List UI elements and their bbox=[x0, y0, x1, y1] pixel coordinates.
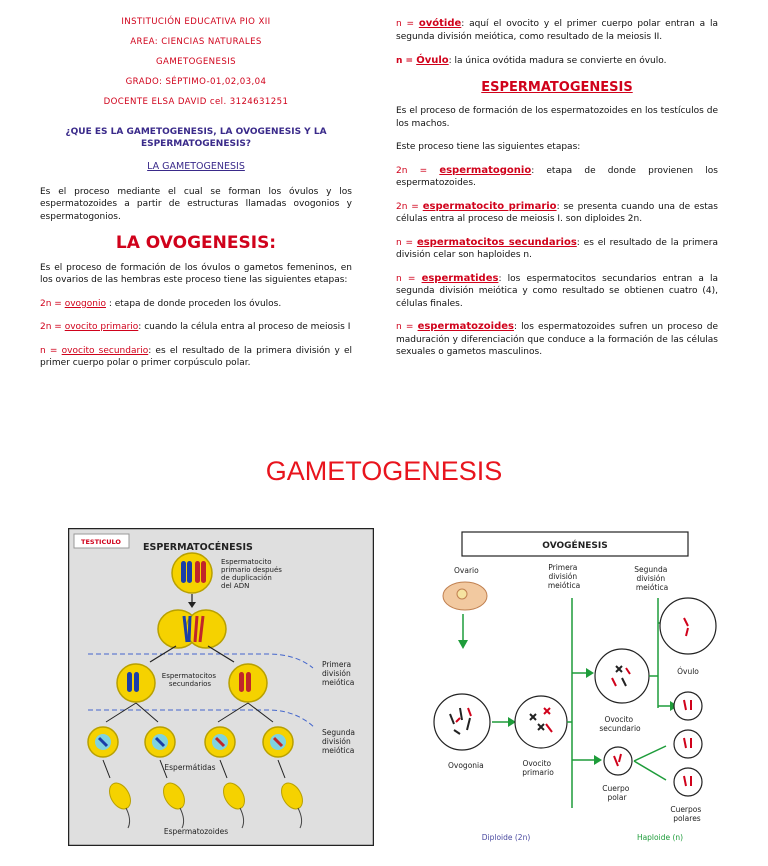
spermatids-label: Espermátidas bbox=[164, 763, 216, 772]
first-division-label: Primera división meiótica bbox=[322, 660, 355, 687]
chromosome-icon bbox=[201, 561, 206, 583]
haploid-label: Haploide (n) bbox=[636, 833, 684, 842]
second-division-label: Segunda división meiótica bbox=[634, 565, 669, 592]
main-title: GAMETOGENESIS bbox=[265, 456, 503, 486]
sperm-tag: TESTICULO bbox=[81, 538, 121, 546]
primary-oocyte-cell bbox=[515, 696, 567, 748]
chromosome-icon bbox=[189, 616, 190, 642]
gametogenesis-text: Es el proceso mediante el cual se forman los óvulos y los espermatozoides a partir de estructuras llamadas ovogonios y espermatogonios. bbox=[40, 186, 352, 222]
header-institution: INSTITUCIÓN EDUCATIVA PIO XII bbox=[121, 17, 271, 27]
chromosome-icon bbox=[195, 616, 197, 642]
ovulo-item: n = Óvulo: la única ovótida madura se convierte en óvulo. bbox=[396, 55, 667, 66]
header-topic: GAMETOGENESIS bbox=[156, 57, 236, 67]
dividing-cell-right bbox=[186, 610, 226, 648]
chromosome-icon bbox=[246, 672, 251, 692]
ovogenesis-stage-1: 2n = ovogonio : etapa de donde proceden los óvulos. bbox=[40, 298, 282, 309]
polar-body-label: Cuerpo polar bbox=[602, 784, 630, 802]
polar-body-small bbox=[674, 768, 702, 796]
oogonia-cell bbox=[434, 694, 490, 750]
ovary-label: Ovario bbox=[454, 566, 479, 575]
oogonia-label: Ovogonia bbox=[448, 761, 484, 770]
esperm-stage-5: n = espermatozoides: los espermatozoides sufren un proceso de maduración y diferenciación que conduce a la formación de las células sexuales o gametos masculinos. bbox=[396, 321, 719, 357]
ovogenesis-stage-3: n = ovocito secundario: es el resultado de la primera división y el primer cuerpo polar o primer corpúsculo polar. bbox=[40, 345, 353, 368]
chromosome-icon bbox=[127, 672, 132, 692]
left-column bbox=[40, 12, 352, 370]
secondary-oocyte-label: Ovocito secundario bbox=[599, 715, 641, 733]
chromosome-icon bbox=[195, 561, 200, 583]
right-column bbox=[396, 14, 718, 359]
header-teacher: DOCENTE ELSA DAVID cel. 3124631251 bbox=[103, 97, 289, 107]
chromosome-icon bbox=[187, 561, 192, 583]
ovogenesis-title: LA OVOGENESIS: bbox=[115, 233, 277, 253]
chromosome-icon bbox=[134, 672, 139, 692]
header-area: AREA: CIENCIAS NATURALES bbox=[130, 37, 262, 47]
chromosome-icon bbox=[239, 672, 244, 692]
second-division-label: Segunda división meiótica bbox=[322, 728, 355, 755]
polar-body-small bbox=[674, 692, 702, 720]
oogenesis-diagram bbox=[426, 528, 726, 850]
polar-body-small bbox=[674, 730, 702, 758]
spermatozoa-label: Espermatozoides bbox=[163, 827, 229, 836]
esperm-stage-2: 2n = espermatocito primario: se presenta cuando una de estas células entra al proceso de meiosis I. son diploides 2n. bbox=[396, 200, 718, 224]
espermatogenesis-stages: Este proceso tiene las siguientes etapas: bbox=[396, 142, 581, 152]
esperm-stage-4: n = espermatides: los espermatocitos secundarios entran a la segunda división meiótica y como resultado se obtienen cuatro (4), células finales. bbox=[396, 272, 719, 309]
secondary-oocyte-cell bbox=[595, 649, 649, 703]
espermatogenesis-text: Es el proceso de formación de los espermatozoides en los testículos de los machos. bbox=[396, 106, 718, 129]
chromosome-icon bbox=[181, 561, 186, 583]
question-heading: ¿QUE ES LA GAMETOGENESIS, LA OVOGENESIS Y LA ESPERMATOGENESIS? bbox=[65, 127, 327, 149]
ovo-title: OVOGÉNESIS bbox=[542, 541, 608, 551]
espermatogenesis-title: ESPERMATOGENESIS bbox=[481, 79, 633, 95]
ovogenesis-text: Es el proceso de formación de los óvulos o gametos femeninos, en los ovarios de las hembras este proceso tiene las siguientes etapas: bbox=[40, 262, 352, 285]
ovary-follicle-icon bbox=[457, 589, 467, 599]
first-division-label: Primera división meiótica bbox=[547, 563, 581, 590]
polar-body-cell bbox=[604, 747, 632, 775]
ovogenesis-stage-2: 2n = ovocito primario: cuando la célula entra al proceso de meiosis I bbox=[40, 322, 351, 332]
ovum-label: Óvulo bbox=[677, 667, 699, 676]
primary-oocyte-label: Ovocito primario bbox=[522, 759, 554, 777]
diploid-label: Diploide (2n) bbox=[481, 833, 531, 842]
primary-label: Espermatocito primario después de duplicación del ADN bbox=[221, 558, 282, 590]
spermatogenesis-diagram bbox=[68, 528, 374, 846]
ovotide-item: n = ovótide: aquí el ovocito y el primer cuerpo polar entran a la segunda división meiótica, como resultado de la meiosis II. bbox=[396, 18, 719, 42]
sperm-title: ESPERMATOCÉNESIS bbox=[143, 542, 253, 553]
polar-bodies-label: Cuerpos polares bbox=[670, 805, 702, 823]
esperm-stage-3: n = espermatocitos secundarios: es el resultado de la primera división celar son haploides n. bbox=[396, 236, 719, 260]
header-grade: GRADO: SÉPTIMO-01,02,03,04 bbox=[125, 77, 267, 87]
secondary-label: Espermatocitos secundarios bbox=[161, 672, 216, 688]
esperm-stage-1: 2n = espermatogonio: etapa de donde provienen los espermatozoides. bbox=[396, 164, 719, 188]
gametogenesis-subtitle: LA GAMETOGENESIS bbox=[147, 161, 245, 172]
